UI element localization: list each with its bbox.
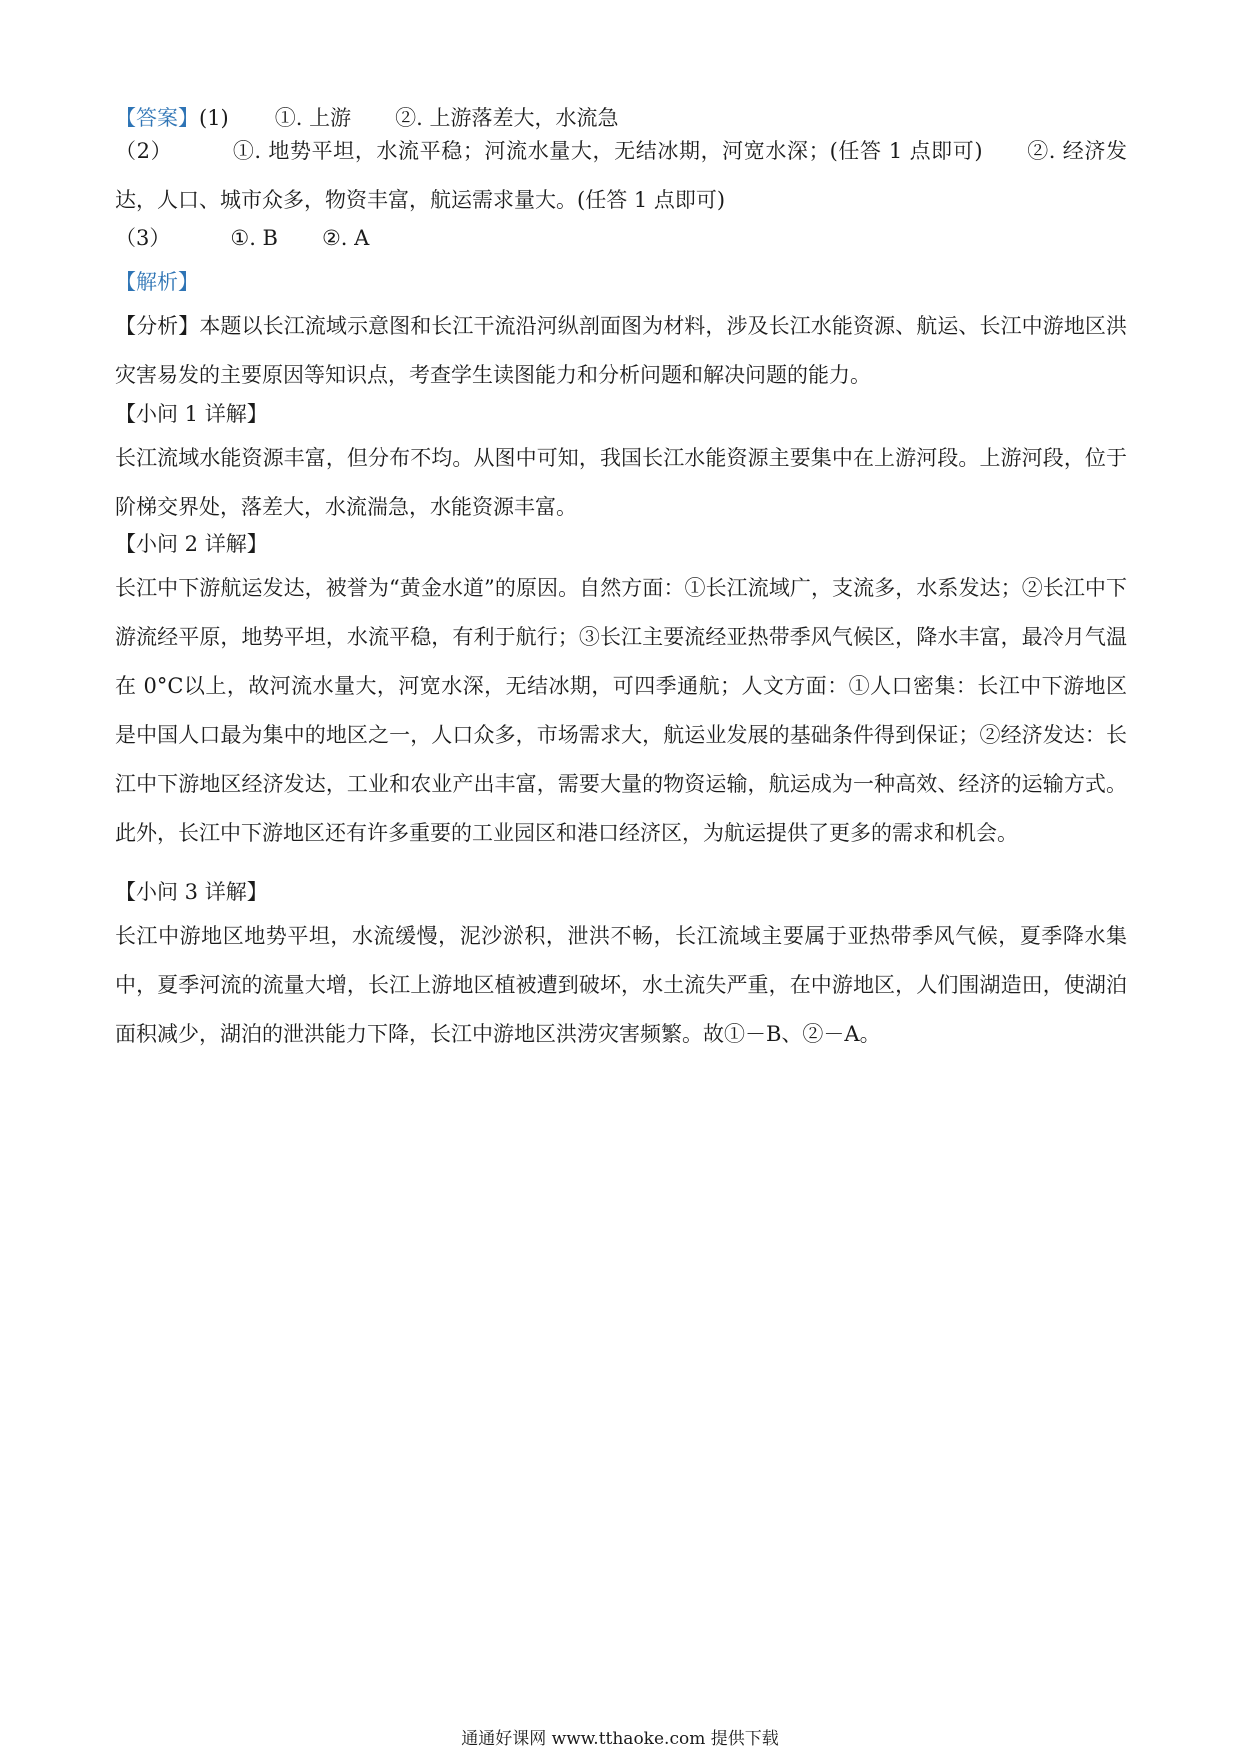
intro-text: 本题以长江流域示意图和长江干流沿河纵剖面图为材料，涉及长江水能资源、航运、长江中游地区洪灾害易发的主要原因等知识点，考查学生读图能力和分析问题和解决问题的能力。 — [115, 314, 1127, 387]
answer-label: 【答案】 — [115, 106, 199, 130]
intro-label: 【分析】 — [115, 314, 200, 338]
sub3-heading: 【小问 3 详解】 — [115, 880, 268, 904]
q3-number: （3） — [115, 226, 171, 250]
q1-answer-a: ①. 上游 — [274, 106, 352, 130]
analysis-label: 【解析】 — [115, 270, 199, 294]
q2-answer-b: ②. 经济发达，人口、城市众多，物资丰富，航运需求量大。(任答 1 点即可) — [115, 139, 1127, 212]
sub1-heading: 【小问 1 详解】 — [115, 402, 268, 426]
q2-number: （2） — [115, 139, 173, 163]
q3-answer-b: ②. A — [321, 226, 370, 250]
page-footer: 通通好课网 www.tthaoke.com 提供下载 — [461, 1729, 779, 1749]
q1-number: (1) — [199, 106, 229, 130]
sub2-text: 长江中下游航运发达，被誉为“黄金水道”的原因。自然方面：①长江流域广，支流多，水系发达；②长江中下游流经平原，地势平坦，水流平稳，有利于航行；③长江主要流经亚热带季风气候区，降水丰富，最冷月气温在 0°C以上，故河流水量大，河宽水深，无结冰期，可四季通航；人文方面：①人口密集：长江中下游地区是中国人口最为集中的地区之一，人口众多，市场需求大，航运业发展的基础条件得到保证；②经济发达：长江中下游地区经济发达，工业和农业产出丰富，需要大量的物资运输，航运成为一种高效、经济的运输方式。此外，长江中下游地区还有许多重要的工业园区和港口经济区，为航运提供了更多的需求和机会。 — [115, 576, 1127, 845]
sub3-text: 长江中游地区地势平坦，水流缓慢，泥沙淤积，泄洪不畅，长江流域主要属于亚热带季风气候，夏季降水集中，夏季河流的流量大增，长江上游地区植被遭到破坏，水土流失严重，在中游地区，人们围湖造田，使湖泊面积减少，湖泊的泄洪能力下降，长江中游地区洪涝灾害频繁。故①－B、②－A。 — [115, 924, 1127, 1046]
sub1-text: 长江流域水能资源丰富，但分布不均。从图中可知，我国长江水能资源主要集中在上游河段。上游河段，位于阶梯交界处，落差大，水流湍急，水能资源丰富。 — [115, 446, 1127, 519]
analysis-intro — [115, 302, 1127, 400]
q2-answer-a: ①. 地势平坦，水流平稳；河流水量大，无结冰期，河宽水深；(任答 1 点即可) — [232, 139, 983, 163]
q1-answer-b: ②. 上游落差大，水流急 — [395, 106, 619, 130]
sub2-heading: 【小问 2 详解】 — [115, 532, 268, 556]
answer-line-2 — [115, 127, 1127, 225]
answer-line-3 — [115, 214, 1125, 263]
q3-answer-a: ①. B — [230, 226, 278, 250]
